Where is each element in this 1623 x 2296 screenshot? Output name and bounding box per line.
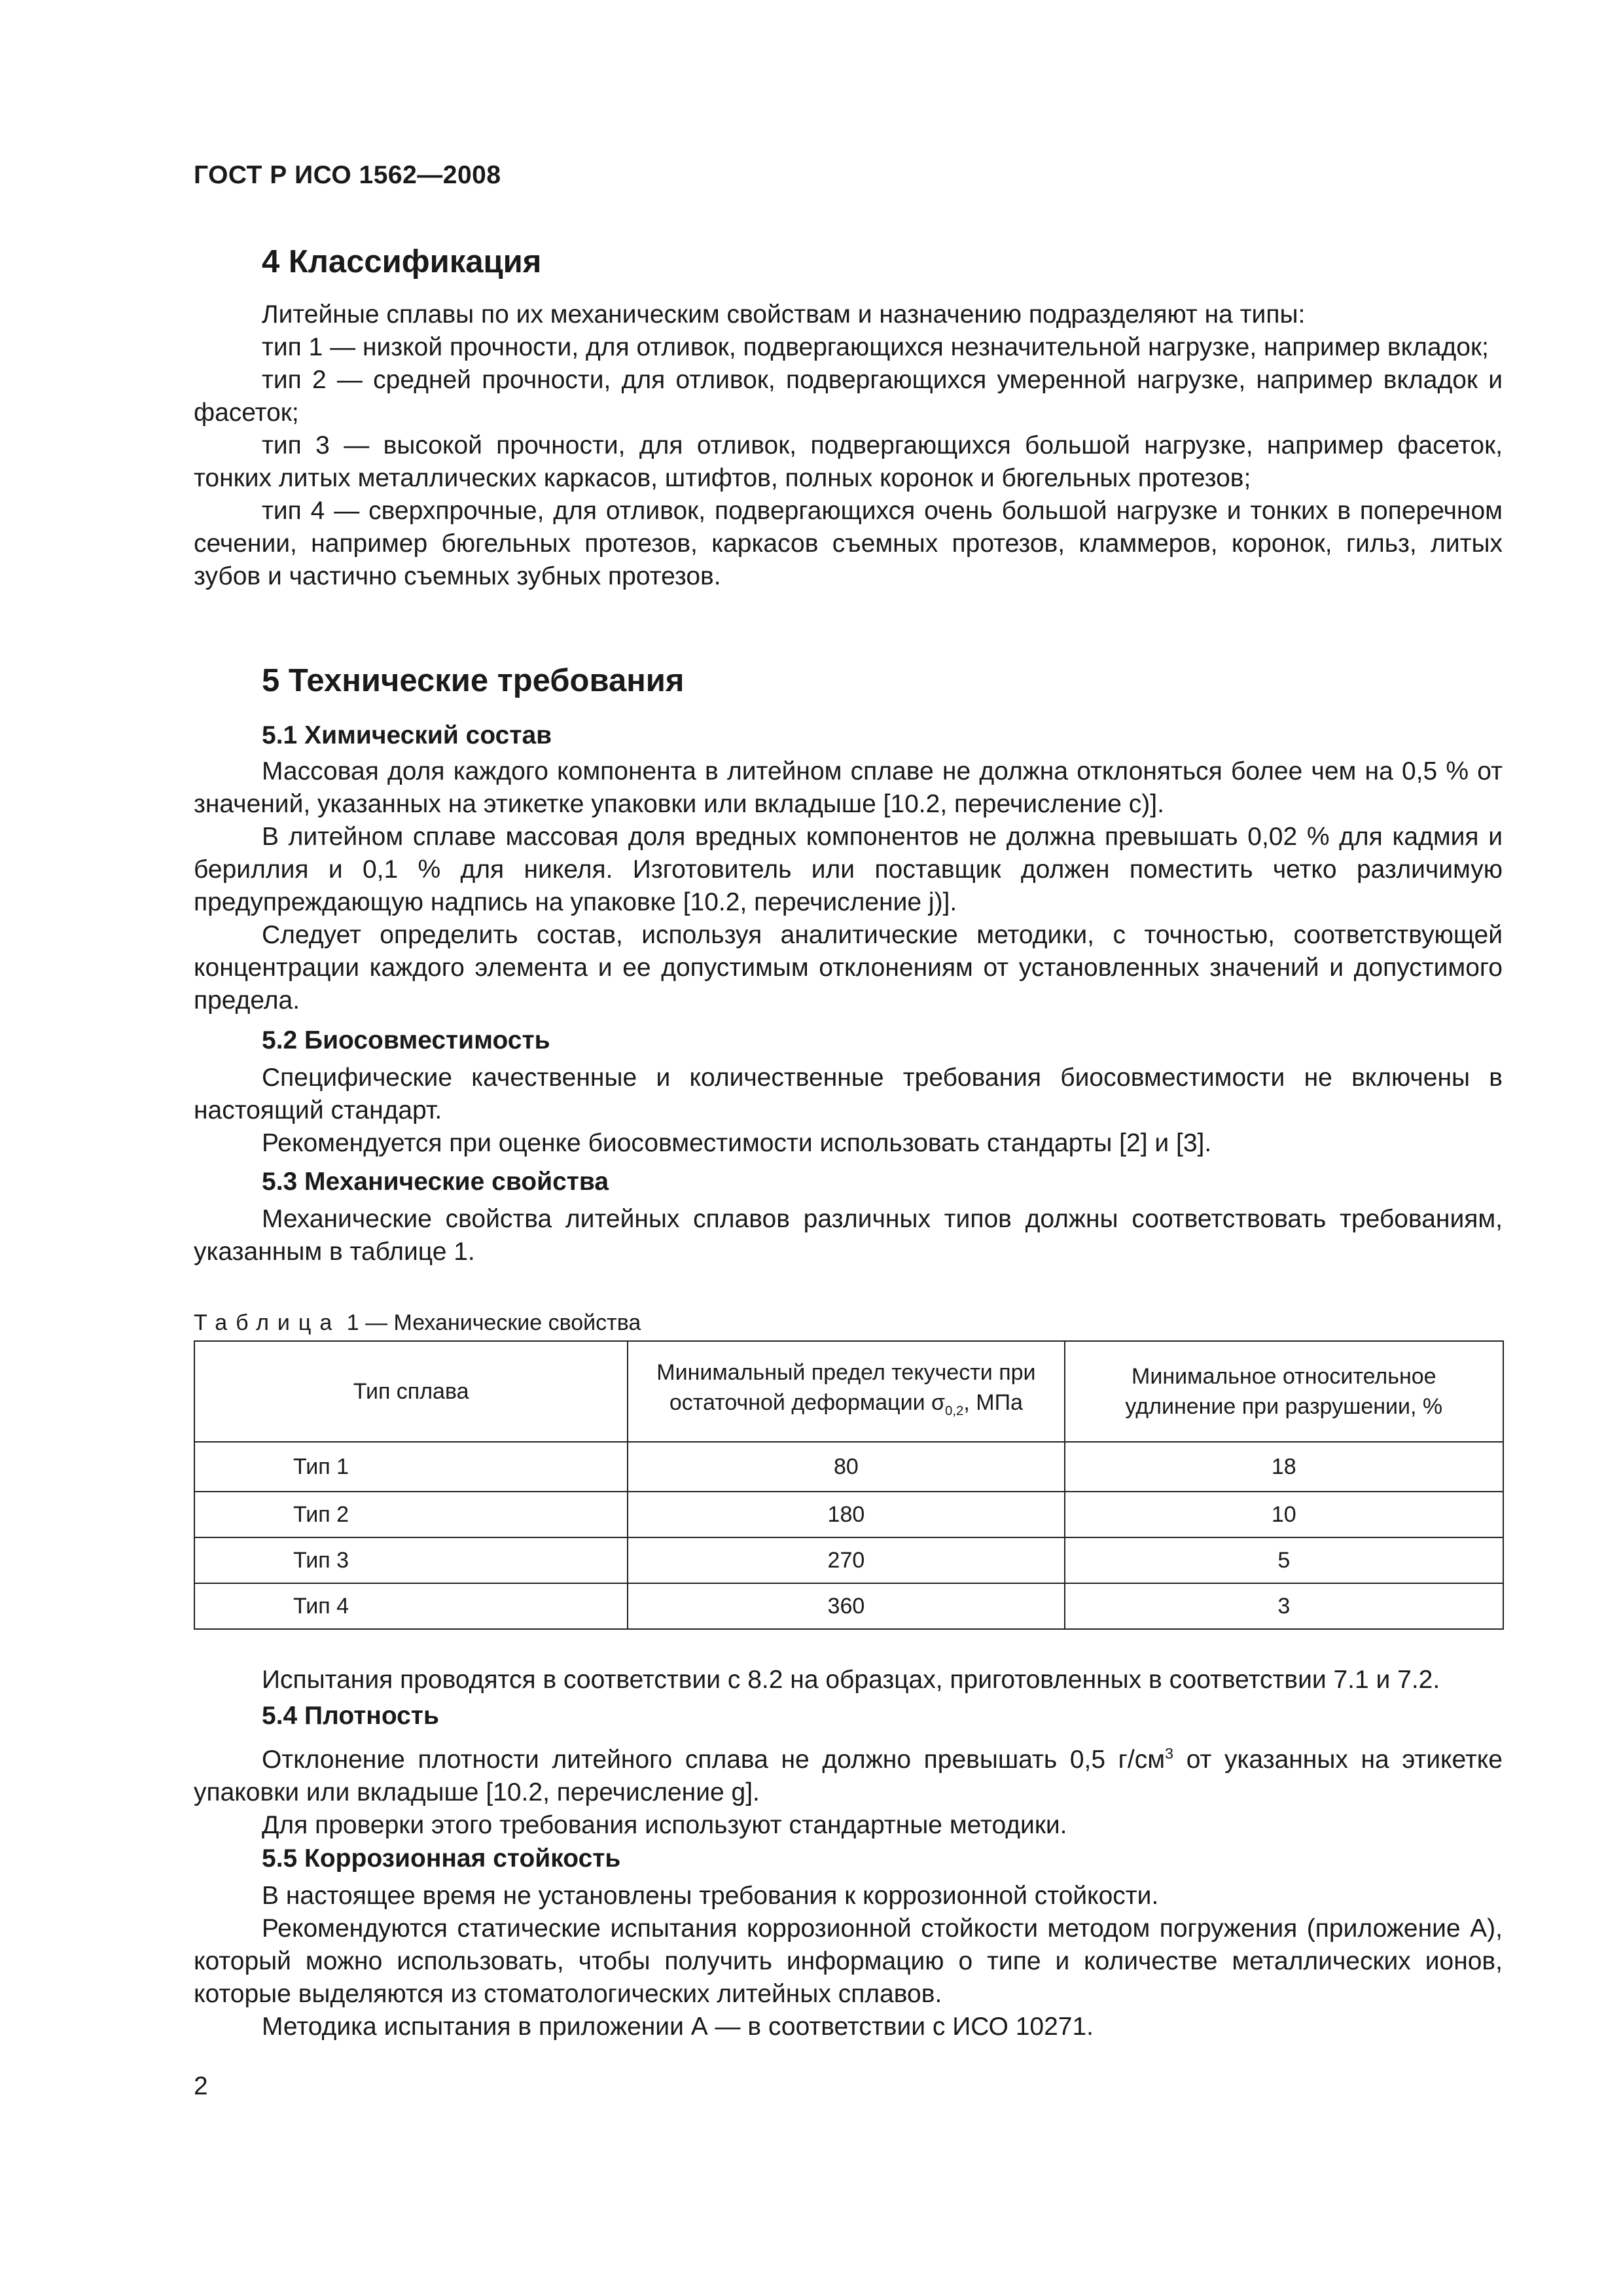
section-5-4-body: [194, 1737, 1503, 1842]
section-5-5-body: [194, 1880, 1503, 2043]
header-yield-unit: , МПа: [963, 1390, 1023, 1415]
header-yield-line1: Минимальный предел текучести при: [656, 1359, 1036, 1385]
section-5-4-title: 5.4 Плотность: [262, 1702, 439, 1730]
paragraph: Массовая доля каждого компонента в литейном сплаве не должна отклоняться более чем на 0,5 % от значений, указанных на этикетке упаковки или вкладыше [10.2, перечисление с)].: [194, 757, 1503, 818]
table-caption-text: 1 — Механические свойства: [340, 1310, 641, 1335]
table-row: [194, 1492, 1503, 1537]
paragraph: В литейном сплаве массовая доля вредных компонентов не должна превышать 0,02 % для кадмия и бериллия и 0,1 % для никеля. Изготовитель или поставщик должен поместить четко различимую предупреждающую надпись на упаковке [10.2, перечисление j)].: [194, 823, 1503, 916]
cell-yield: 360: [628, 1583, 1064, 1629]
paragraph: тип 3 — высокой прочности, для отливок, подвергающихся большой нагрузке, например фасеток, тонких литых металлических каркасов, штифтов, полных коронок и бюгельных протезов;: [194, 431, 1503, 492]
cell-type: Тип 4: [194, 1583, 628, 1629]
cell-elongation: 3: [1065, 1583, 1503, 1629]
cell-type: Тип 2: [194, 1492, 628, 1537]
density-text-end: от указанных на этикетке упаковки или вкладыше [10.2, перечисление g].: [194, 1746, 1503, 1806]
paragraph: тип 2 — средней прочности, для отливок, подвергающихся умеренной нагрузке, например вкладок и фасеток;: [194, 366, 1503, 427]
cell-elongation: 5: [1065, 1537, 1503, 1583]
section-5-3-after-table: [194, 1664, 1503, 1696]
document-header: ГОСТ Р ИСО 1562—2008: [194, 161, 501, 189]
page-number: 2: [194, 2072, 208, 2100]
paragraph: Методика испытания в приложении А — в соответствии с ИСО 10271.: [262, 2013, 1094, 2041]
table-row: [194, 1583, 1503, 1629]
table-caption-word: Таблица: [194, 1310, 341, 1335]
cell-yield: 180: [628, 1492, 1064, 1537]
paragraph: Литейные сплавы по их механическим свойствам и назначению подразделяют на типы:: [262, 300, 1306, 329]
section-5-3-body: [194, 1203, 1503, 1268]
table-row: [194, 1442, 1503, 1492]
section-4-body: [194, 298, 1503, 593]
paragraph: Рекомендуются статические испытания коррозионной стойкости методом погружения (приложение А), который можно использовать, чтобы получить информацию о типе и количестве металлических ионов, которые выделяются из стоматологических литейных сплавов.: [194, 1914, 1503, 2008]
cell-yield: 270: [628, 1537, 1064, 1583]
paragraph: Следует определить состав, используя аналитические методики, с точностью, соответствующей концентрации каждого элемента и ее допустимым отклонениям от установленных значений и допустимого предела.: [194, 921, 1503, 1014]
section-5-3-title: 5.3 Механические свойства: [262, 1168, 609, 1196]
header-elongation-line1: Минимальное относительное: [1132, 1364, 1436, 1389]
cell-elongation: 10: [1065, 1492, 1503, 1537]
paragraph: [194, 1737, 1503, 1809]
section-5-1-body: [194, 755, 1503, 1017]
density-text-start: Отклонение плотности литейного сплава не должно превышать 0,5 г/см: [262, 1746, 1166, 1774]
paragraph: Рекомендуется при оценке биосовместимости использовать стандарты [2] и [3].: [262, 1129, 1212, 1157]
section-5-2-title: 5.2 Биосовместимость: [262, 1026, 550, 1054]
document-page: [194, 0, 1503, 2296]
header-elongation-line2: удлинение при разрушении, %: [1125, 1394, 1443, 1419]
paragraph: Специфические качественные и количественные требования биосовместимости не включены в настоящий стандарт.: [194, 1064, 1503, 1124]
header-elongation: [1065, 1341, 1503, 1442]
paragraph: Испытания проводятся в соответствии с 8.2 на образцах, приготовленных в соответствии 7.1 и 7.2.: [262, 1666, 1440, 1694]
header-alloy-type: Тип сплава: [194, 1341, 628, 1442]
paragraph: Для проверки этого требования используют стандартные методики.: [262, 1811, 1067, 1839]
section-5-1-title: 5.1 Химический состав: [262, 721, 552, 749]
cell-type: Тип 1: [194, 1442, 628, 1492]
table-caption: [194, 1310, 641, 1336]
section-5-2-body: [194, 1062, 1503, 1160]
paragraph: Механические свойства литейных сплавов различных типов должны соответствовать требованиям, указанным в таблице 1.: [194, 1205, 1503, 1266]
paragraph: В настоящее время не установлены требования к коррозионной стойкости.: [262, 1882, 1159, 1910]
mechanical-properties-table: [194, 1340, 1504, 1630]
section-5-5-title: 5.5 Коррозионная стойкость: [262, 1844, 621, 1873]
cell-type: Тип 3: [194, 1537, 628, 1583]
paragraph: тип 1 — низкой прочности, для отливок, подвергающихся незначительной нагрузке, например вкладок;: [262, 333, 1489, 361]
cell-yield: 80: [628, 1442, 1064, 1492]
table-header-row: [194, 1341, 1503, 1442]
paragraph: тип 4 — сверхпрочные, для отливок, подвергающихся очень большой нагрузке и тонких в поперечном сечении, например бюгельных протезов, каркасов съемных протезов, кламмеров, коронок, гильз, литых зубов и частично съемных зубных протезов.: [194, 497, 1503, 590]
cell-elongation: 18: [1065, 1442, 1503, 1492]
section-5-title: 5 Технические требования: [262, 663, 685, 698]
density-superscript: 3: [1165, 1745, 1174, 1762]
header-yield-subscript: 0,2: [945, 1403, 964, 1418]
header-yield-strength: [628, 1341, 1064, 1442]
header-yield-line2: остаточной деформации σ: [669, 1390, 946, 1415]
section-4-title: 4 Классификация: [262, 244, 542, 279]
table-row: [194, 1537, 1503, 1583]
